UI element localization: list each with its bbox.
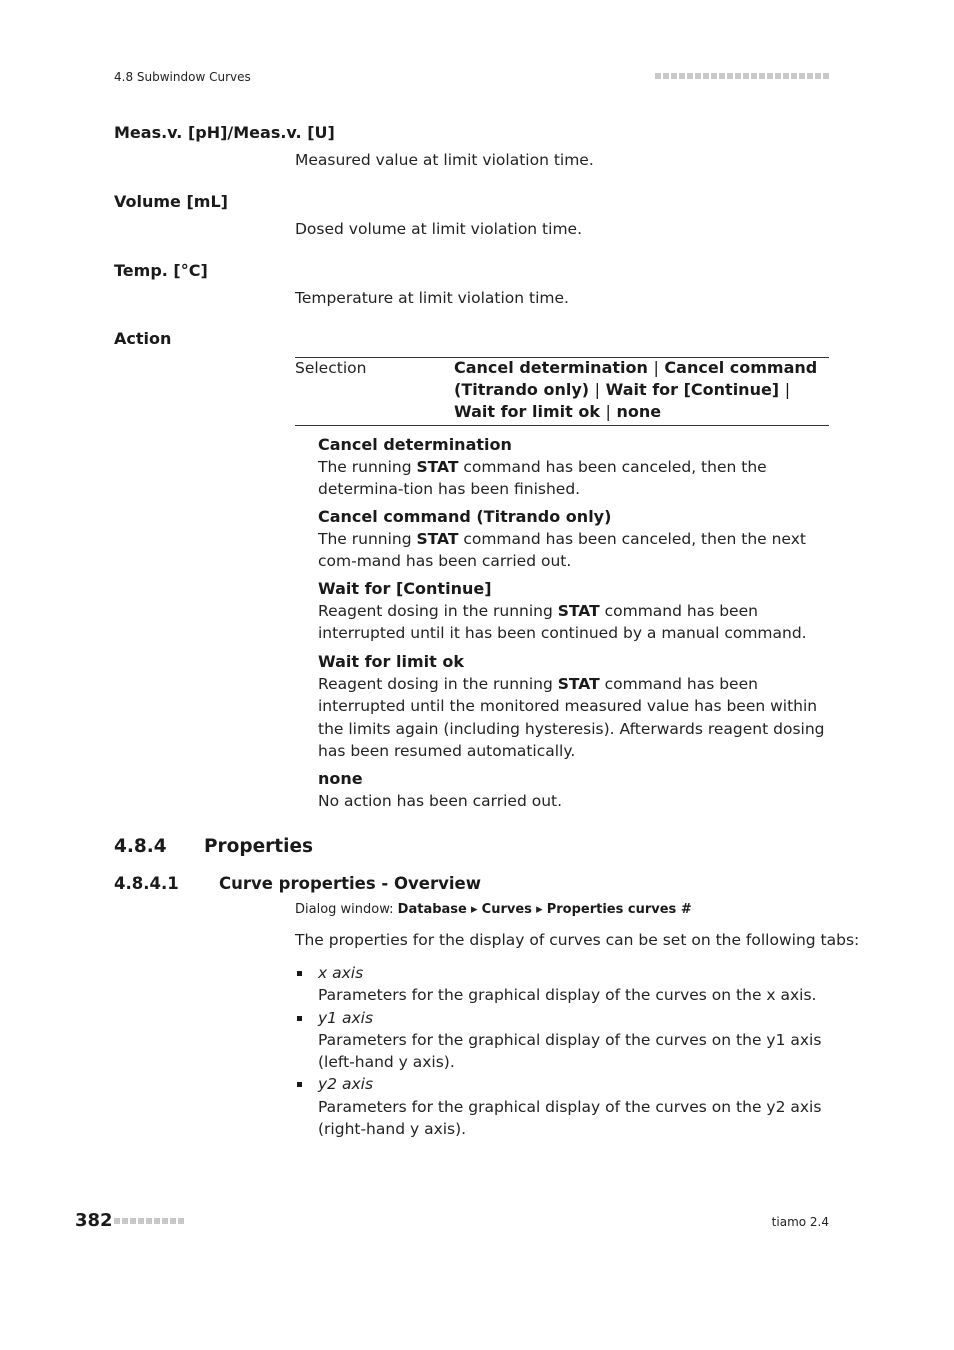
list-item [295, 1073, 829, 1140]
option-wait-for-limit-ok [318, 651, 829, 762]
selection-label: Selection [295, 359, 367, 377]
selection-separator: | [605, 402, 611, 421]
list-item [295, 1007, 829, 1074]
dialog-window-path: Dialog window: Database ▸ Curves ▸ Properties curves # [295, 902, 692, 917]
bullet-square-icon [297, 1016, 302, 1021]
option-cancel-command [318, 506, 829, 573]
selection-value: Cancel determination [454, 358, 648, 377]
section-number-4-8-4: 4.8.4 [114, 836, 167, 857]
tab-description: Parameters for the graphical display of the curves on the y1 axis (left-hand y axis). [318, 1030, 822, 1072]
tab-name: y2 axis [318, 1075, 374, 1094]
selection-value: Wait for limit ok [454, 402, 600, 421]
tab-description: Parameters for the graphical display of the curves on the y2 axis (right-hand y axis). [318, 1097, 822, 1139]
intro-paragraph: The properties for the display of curves can be set on the following tabs: [295, 931, 860, 949]
list-item [295, 962, 829, 1007]
field-term-action: Action [114, 329, 172, 348]
header-decoration-dots [655, 73, 829, 79]
path-arrow-icon: ▸ [536, 902, 543, 917]
table-bottom-rule [295, 425, 829, 426]
selection-separator: | [784, 380, 791, 399]
option-description: Reagent dosing in the running STAT command has been interrupted until it has been continued by a manual command. [318, 602, 807, 643]
field-description-temperature: Temperature at limit violation time. [295, 289, 569, 307]
field-term-volume: Volume [mL] [114, 192, 228, 211]
option-title: none [318, 769, 363, 788]
running-header-section: 4.8 Subwindow Curves [114, 70, 251, 84]
tab-description: Parameters for the graphical display of the curves on the x axis. [318, 986, 817, 1005]
selection-values [454, 357, 829, 423]
page-number: 382 [75, 1210, 113, 1231]
option-title: Cancel determination [318, 435, 512, 454]
tab-name: y1 axis [318, 1008, 374, 1027]
bullet-square-icon [297, 1082, 302, 1087]
footer-product-name: tiamo 2.4 [771, 1215, 829, 1229]
field-description-measured-value: Measured value at limit violation time. [295, 151, 594, 169]
bullet-square-icon [297, 971, 302, 976]
path-arrow-icon: ▸ [471, 902, 478, 917]
option-title: Wait for limit ok [318, 652, 464, 671]
selection-value: Cancel command (Titrando only) [454, 358, 818, 399]
field-description-volume: Dosed volume at limit violation time. [295, 220, 582, 238]
selection-separator: | [653, 358, 659, 377]
option-wait-for-continue [318, 578, 829, 645]
option-cancel-determination [318, 434, 829, 501]
field-term-temperature: Temp. [°C] [114, 261, 208, 280]
footer-decoration-dots [114, 1218, 184, 1224]
selection-value: Wait for [Continue] [605, 380, 780, 399]
section-number-4-8-4-1: 4.8.4.1 [114, 874, 179, 893]
option-title: Wait for [Continue] [318, 579, 492, 598]
selection-value: none [616, 402, 662, 421]
option-description: The running STAT command has been canceled, then the determina-tion has been finished. [318, 458, 767, 499]
option-title: Cancel command (Titrando only) [318, 507, 612, 526]
tabs-bullet-list [295, 962, 829, 1140]
option-none [318, 768, 829, 812]
tab-name: x axis [318, 964, 364, 982]
selection-separator: | [594, 380, 601, 399]
option-description: Reagent dosing in the running STAT command has been interrupted until the monitored measured value has been within the limits again (including hysteresis). Afterwards reagent dosing has been resumed automatically. [318, 675, 825, 760]
section-title-curve-properties: Curve properties - Overview [219, 874, 481, 893]
field-term-measured-value: Meas.v. [pH]/Meas.v. [U] [114, 123, 335, 142]
option-description: The running STAT command has been canceled, then the next com-mand has been carried out. [318, 530, 806, 571]
section-title-properties: Properties [204, 836, 314, 857]
option-description: No action has been carried out. [318, 792, 563, 810]
